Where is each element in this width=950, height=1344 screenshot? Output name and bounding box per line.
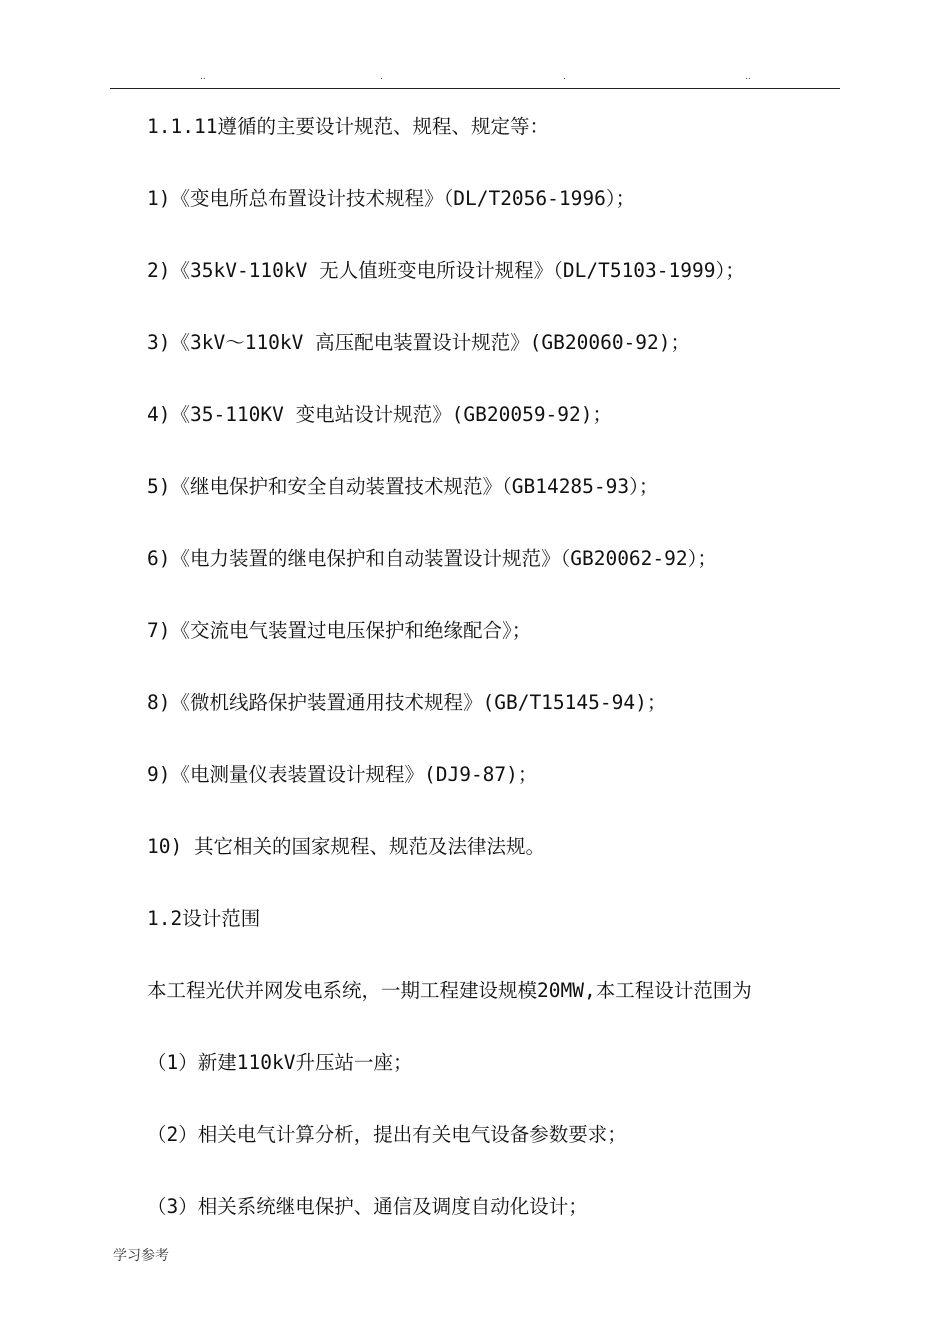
standard-item: 4)《35-110KV 变电站设计规范》(GB20059-92)； bbox=[147, 403, 613, 426]
section-heading-scope: 1.2设计范围 bbox=[147, 907, 261, 930]
standard-item: 3)《3kV～110kV 高压配电装置设计规范》(GB20060-92)； bbox=[147, 331, 691, 354]
header-mark: .. bbox=[200, 72, 206, 82]
page-header-rule bbox=[110, 70, 840, 89]
header-mark: . bbox=[380, 72, 383, 82]
standard-item: 5)《继电保护和安全自动装置技术规范》（GB14285-93）； bbox=[147, 475, 659, 498]
standard-item: 10) 其它相关的国家规程、规范及法律法规。 bbox=[147, 835, 545, 858]
standard-item: 1)《变电所总布置设计技术规程》（DL/T2056-1996）； bbox=[147, 187, 636, 210]
scope-item: （1）新建110kV升压站一座； bbox=[147, 1051, 413, 1074]
section-heading-standards: 1.1.11遵循的主要设计规范、规程、规定等： bbox=[147, 115, 549, 138]
header-mark: . bbox=[563, 72, 566, 82]
standard-item: 6)《电力装置的继电保护和自动装置设计规范》（GB20062-92）； bbox=[147, 547, 717, 570]
scope-item: （2）相关电气计算分析，提出有关电气设备参数要求； bbox=[147, 1123, 627, 1146]
scope-paragraph: 本工程光伏并网发电系统，一期工程建设规模20MW,本工程设计范围为 bbox=[147, 979, 752, 1002]
standard-item: 7)《交流电气装置过电压保护和绝缘配合》； bbox=[147, 619, 532, 642]
scope-item: （3）相关系统继电保护、通信及调度自动化设计； bbox=[147, 1195, 588, 1218]
page-footer-label: 学习参考 bbox=[113, 1248, 169, 1264]
header-mark: .. bbox=[745, 72, 751, 82]
standard-item: 8)《微机线路保护装置通用技术规程》(GB/T15145-94)； bbox=[147, 691, 667, 714]
standard-item: 9)《电测量仪表装置设计规程》(DJ9-87)； bbox=[147, 763, 538, 786]
standard-item: 2)《35kV-110kV 无人值班变电所设计规程》（DL/T5103-1999）； bbox=[147, 259, 745, 282]
